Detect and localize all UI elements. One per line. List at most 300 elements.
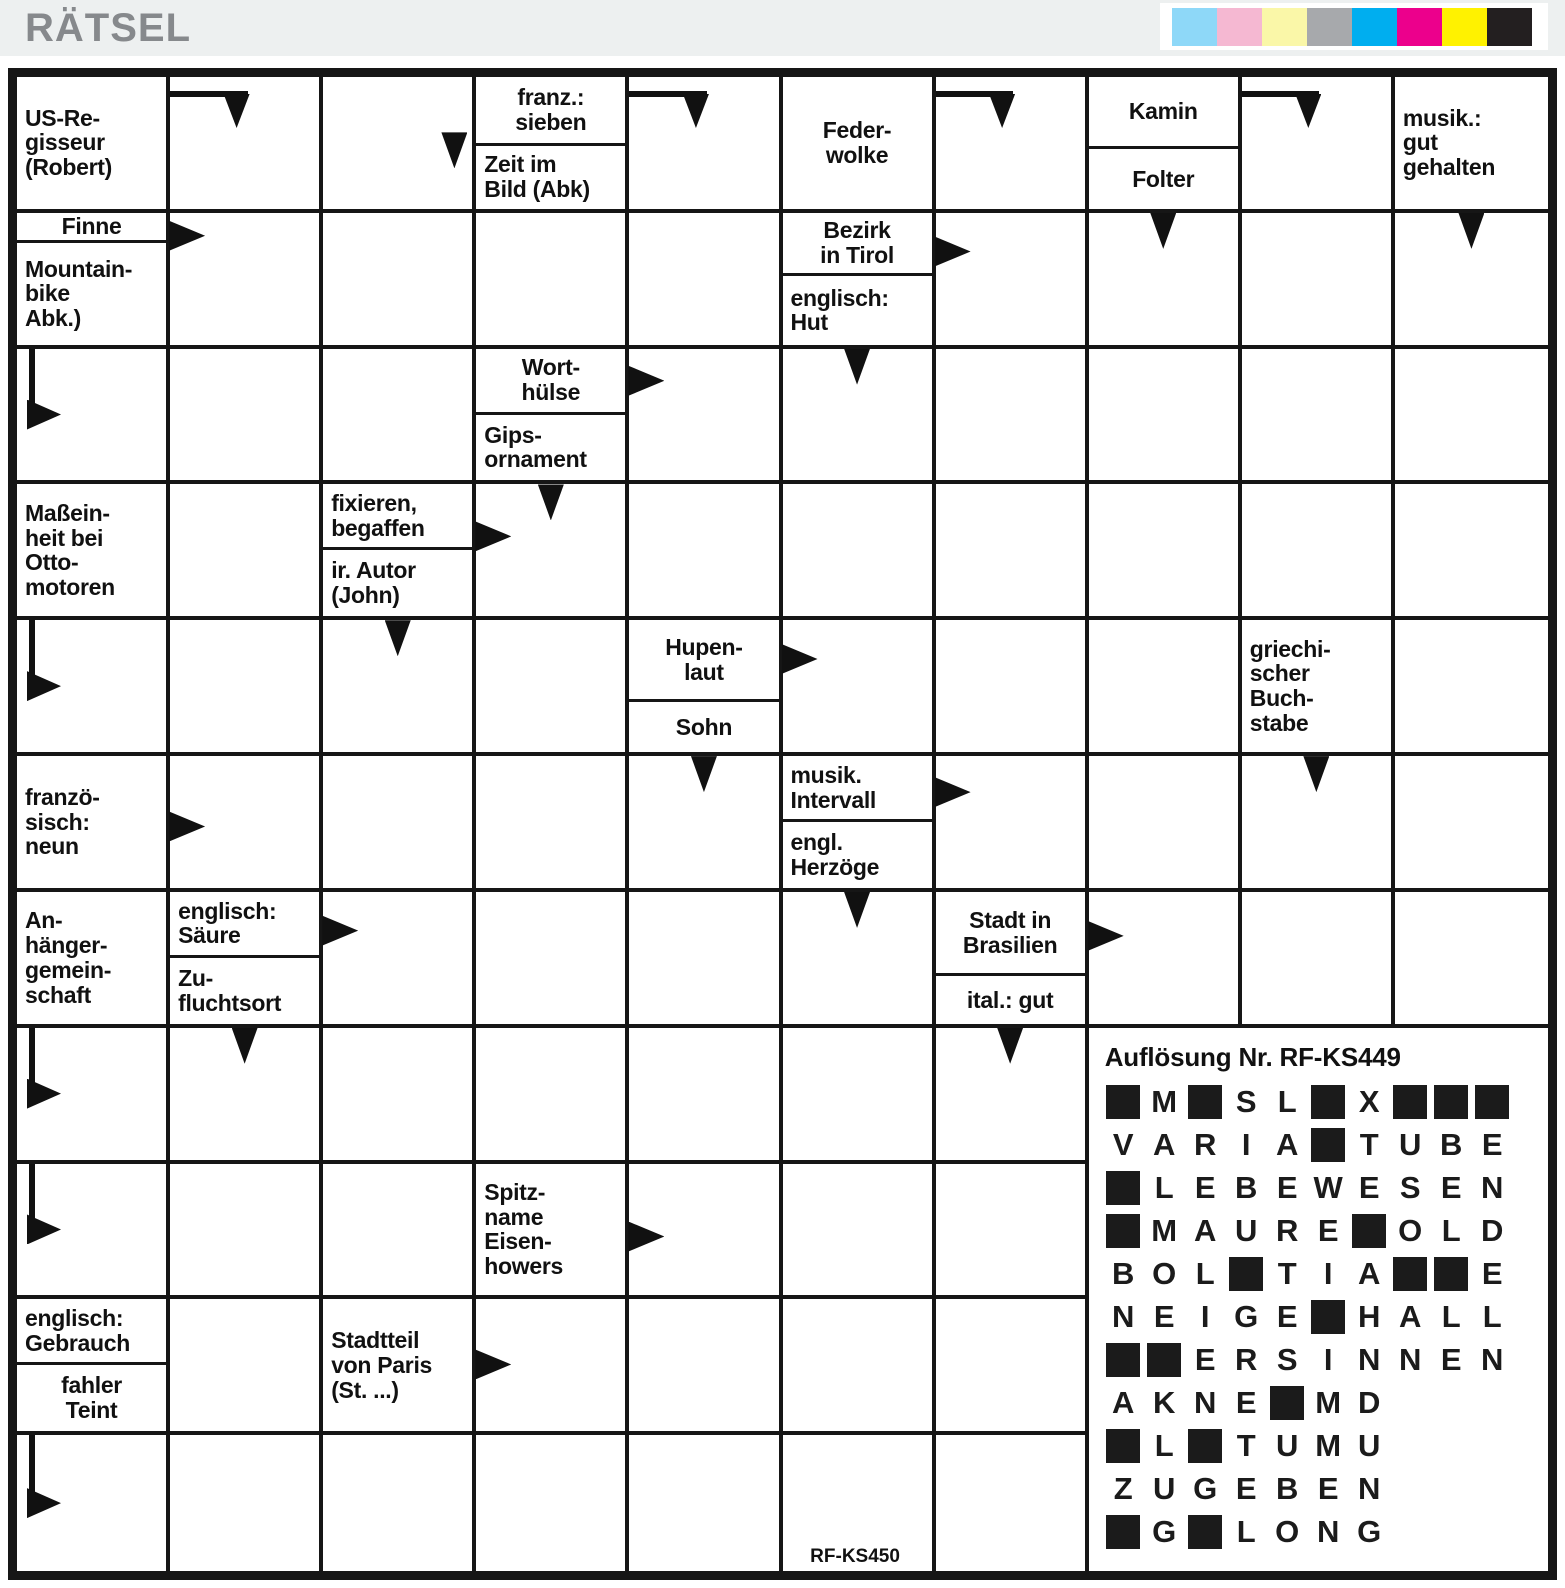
- solution-black-square: [1311, 1128, 1345, 1162]
- cell-r3-c2[interactable]: [170, 349, 323, 485]
- solution-cell: [1308, 1382, 1349, 1425]
- solution-row: [1103, 1468, 1548, 1511]
- solution-black-square: [1270, 1386, 1304, 1420]
- cell-r3-c9[interactable]: [1242, 349, 1395, 485]
- arrow-right-icon: [27, 1488, 61, 1518]
- solution-letter: V: [1112, 1127, 1134, 1163]
- solution-letter: N: [1357, 1471, 1381, 1507]
- solution-cell: [1349, 1081, 1390, 1124]
- solution-letter: L: [1482, 1299, 1502, 1335]
- arrow-right-icon: [782, 644, 818, 674]
- solution-black-square: [1188, 1515, 1222, 1549]
- solution-letter: L: [1277, 1084, 1297, 1120]
- solution-row: [1103, 1210, 1548, 1253]
- solution-cell: [1185, 1167, 1226, 1210]
- solution-cell: [1431, 1081, 1472, 1124]
- clue-text: englisch: Hut: [790, 284, 889, 336]
- cell-r2-c6: [783, 213, 936, 349]
- clue-text: ir. Autor (John): [331, 557, 416, 609]
- clue-text: Folter: [1132, 165, 1195, 192]
- cell-r11-c1[interactable]: [17, 1435, 170, 1571]
- color-swatch-3: [1262, 8, 1307, 46]
- arrow-down-icon: [989, 94, 1015, 128]
- clue-text: Kamin: [1089, 77, 1238, 149]
- cell-r4-c4[interactable]: [476, 484, 629, 620]
- cell-r7-c4[interactable]: [476, 892, 629, 1028]
- clue-text: fixieren, begaffen: [323, 484, 472, 550]
- cell-r9-c7[interactable]: [936, 1164, 1089, 1300]
- solution-cell: [1103, 1167, 1144, 1210]
- solution-black-square: [1434, 1085, 1468, 1119]
- solution-row: [1103, 1081, 1548, 1124]
- solution-cell: [1226, 1339, 1267, 1382]
- solution-letter: O: [1398, 1213, 1423, 1249]
- solution-title: Auflösung Nr. RF-KS449: [1104, 1041, 1401, 1072]
- solution-letter: S: [1276, 1342, 1298, 1378]
- solution-letter: I: [1200, 1299, 1210, 1335]
- solution-letter: E: [1481, 1127, 1503, 1163]
- cell-r4-c2[interactable]: [170, 484, 323, 620]
- cell-r4-c7[interactable]: [936, 484, 1089, 620]
- solution-cell: [1185, 1425, 1226, 1468]
- cell-r7-c6[interactable]: [783, 892, 936, 1028]
- clue-text: Stadt in Brasilien: [936, 892, 1085, 976]
- solution-row: [1103, 1167, 1548, 1210]
- cell-r9-c4: [476, 1164, 629, 1300]
- solution-letter: U: [1234, 1213, 1258, 1249]
- cell-r11-c7[interactable]: [936, 1435, 1089, 1571]
- solution-letter: R: [1193, 1127, 1217, 1163]
- solution-letter: M: [1151, 1213, 1178, 1249]
- cell-r4-c9[interactable]: [1242, 484, 1395, 620]
- solution-cell: [1267, 1081, 1308, 1124]
- solution-black-square: [1188, 1429, 1222, 1463]
- solution-black-square: [1229, 1257, 1263, 1291]
- solution-cell: [1431, 1296, 1472, 1339]
- solution-cell: [1472, 1210, 1513, 1253]
- solution-letter: N: [1316, 1514, 1340, 1550]
- solution-letter: I: [1323, 1342, 1333, 1378]
- arrow-down-icon: [232, 1028, 258, 1064]
- cell-r6-c2[interactable]: [170, 756, 323, 892]
- solution-letter: E: [1153, 1299, 1175, 1335]
- solution-cell: [1431, 1210, 1472, 1253]
- cell-r9-c1[interactable]: [17, 1164, 170, 1300]
- solution-letter: H: [1357, 1299, 1381, 1335]
- solution-row: [1103, 1425, 1548, 1468]
- cell-r10-c5[interactable]: [629, 1299, 782, 1435]
- cell-r9-c6[interactable]: [783, 1164, 936, 1300]
- cell-r4-c10[interactable]: [1395, 484, 1548, 620]
- cell-r3-c3[interactable]: [323, 349, 476, 485]
- solution-cell: [1308, 1339, 1349, 1382]
- cell-r1-c3[interactable]: [323, 77, 476, 213]
- solution-cell: [1226, 1253, 1267, 1296]
- solution-cell: [1226, 1468, 1267, 1511]
- solution-letter: E: [1194, 1170, 1216, 1206]
- solution-cell: [1144, 1425, 1185, 1468]
- solution-cell: [1144, 1339, 1185, 1382]
- solution-cell: [1267, 1425, 1308, 1468]
- solution-box: [1089, 1028, 1548, 1571]
- cell-r7-c5[interactable]: [629, 892, 782, 1028]
- solution-letter: S: [1399, 1170, 1421, 1206]
- solution-letter: N: [1357, 1342, 1381, 1378]
- cell-r10-c3: [323, 1299, 476, 1435]
- solution-black-square: [1106, 1214, 1140, 1248]
- solution-cell: [1267, 1167, 1308, 1210]
- solution-cell: [1390, 1081, 1431, 1124]
- solution-cell: [1390, 1296, 1431, 1339]
- arrow-right-icon: [27, 1079, 61, 1109]
- solution-cell: [1431, 1167, 1472, 1210]
- solution-letter: X: [1358, 1084, 1380, 1120]
- arrow-down-icon: [1295, 94, 1321, 128]
- cell-r3-c6[interactable]: [783, 349, 936, 485]
- cell-r11-c6[interactable]: [783, 1435, 936, 1571]
- solution-row: [1103, 1339, 1548, 1382]
- solution-cell: [1349, 1253, 1390, 1296]
- solution-black-square: [1393, 1257, 1427, 1291]
- solution-cell: [1226, 1081, 1267, 1124]
- clue-text: Bezirk in Tirol: [783, 213, 932, 276]
- cell-r8-c5[interactable]: [629, 1028, 782, 1164]
- solution-black-square: [1311, 1300, 1345, 1334]
- clue-text: Stadtteil von Paris (St. ...): [331, 1327, 433, 1403]
- cell-r7-c8[interactable]: [1089, 892, 1242, 1028]
- solution-cell: [1103, 1425, 1144, 1468]
- solution-cell: [1267, 1468, 1308, 1511]
- cell-r10-c7[interactable]: [936, 1299, 1089, 1435]
- cell-r2-c9[interactable]: [1242, 213, 1395, 349]
- cell-r9-c2[interactable]: [170, 1164, 323, 1300]
- cell-r7-c3[interactable]: [323, 892, 476, 1028]
- cell-r4-c8[interactable]: [1089, 484, 1242, 620]
- clue-text: Maßein- heit bei Otto- motoren: [25, 499, 115, 601]
- clue-text: griechi- scher Buch- stabe: [1249, 635, 1331, 736]
- solution-black-square: [1393, 1085, 1427, 1119]
- cell-r10-c1: [17, 1299, 170, 1435]
- solution-cell: [1308, 1210, 1349, 1253]
- solution-letter: N: [1480, 1170, 1504, 1206]
- solution-letter: L: [1236, 1514, 1256, 1550]
- solution-cell: [1431, 1339, 1472, 1382]
- solution-letter: E: [1276, 1299, 1298, 1335]
- solution-cell: [1472, 1253, 1513, 1296]
- clue-text: US-Re- gisseur (Robert): [25, 104, 113, 181]
- solution-cell: [1103, 1339, 1144, 1382]
- arrow-right-icon: [169, 811, 205, 841]
- cell-r6-c7[interactable]: [936, 756, 1089, 892]
- solution-black-square: [1311, 1085, 1345, 1119]
- solution-cell: [1144, 1296, 1185, 1339]
- solution-cell: [1308, 1296, 1349, 1339]
- solution-cell: [1267, 1511, 1308, 1554]
- solution-letter: E: [1235, 1385, 1257, 1421]
- clue-text: Hupen- laut: [629, 620, 778, 702]
- cell-r5-c5: [629, 620, 782, 756]
- cell-r5-c2[interactable]: [170, 620, 323, 756]
- arrow-down-icon: [385, 620, 411, 656]
- solution-cell: [1472, 1124, 1513, 1167]
- cell-r6-c9[interactable]: [1242, 756, 1395, 892]
- cell-r1-c7[interactable]: [936, 77, 1089, 213]
- cell-r4-c5[interactable]: [629, 484, 782, 620]
- cell-r2-c5[interactable]: [629, 213, 782, 349]
- arrow-down-icon: [997, 1028, 1023, 1064]
- arrow-down-icon: [844, 892, 870, 928]
- solution-black-square: [1188, 1085, 1222, 1119]
- solution-letter: N: [1193, 1385, 1217, 1421]
- cell-r3-c1[interactable]: [17, 349, 170, 485]
- cell-r3-c10[interactable]: [1395, 349, 1548, 485]
- cell-r8-c6[interactable]: [783, 1028, 936, 1164]
- cell-r3-c7[interactable]: [936, 349, 1089, 485]
- solution-letter: O: [1275, 1514, 1300, 1550]
- cell-r6-c6: [783, 756, 936, 892]
- solution-cell: [1390, 1167, 1431, 1210]
- cell-r2-c4[interactable]: [476, 213, 629, 349]
- cell-r2-c10[interactable]: [1395, 213, 1548, 349]
- cell-r1-c4: [476, 77, 629, 213]
- cell-r7-c9[interactable]: [1242, 892, 1395, 1028]
- cell-r6-c3[interactable]: [323, 756, 476, 892]
- solution-cell: [1472, 1081, 1513, 1124]
- solution-cell: [1267, 1124, 1308, 1167]
- solution-black-square: [1475, 1085, 1509, 1119]
- solution-letter: E: [1276, 1170, 1298, 1206]
- arrow-right-icon: [27, 400, 61, 430]
- solution-cell: [1472, 1339, 1513, 1382]
- arrow-right-icon: [475, 521, 511, 551]
- solution-letter: R: [1275, 1213, 1299, 1249]
- solution-cell: [1349, 1468, 1390, 1511]
- solution-letter: G: [1152, 1514, 1177, 1550]
- solution-letter: B: [1234, 1170, 1258, 1206]
- solution-cell: [1226, 1210, 1267, 1253]
- cell-r3-c5[interactable]: [629, 349, 782, 485]
- cell-r11-c4[interactable]: [476, 1435, 629, 1571]
- cell-r3-c8[interactable]: [1089, 349, 1242, 485]
- solution-letter: E: [1235, 1471, 1257, 1507]
- solution-cell: [1349, 1124, 1390, 1167]
- solution-cell: [1144, 1253, 1185, 1296]
- arrow-down-icon: [538, 484, 564, 520]
- solution-row: [1103, 1511, 1548, 1554]
- cell-r5-c4[interactable]: [476, 620, 629, 756]
- solution-cell: [1185, 1511, 1226, 1554]
- cell-r9-c5[interactable]: [629, 1164, 782, 1300]
- arrow-down-icon: [441, 132, 467, 168]
- clue-text: musik. Intervall: [783, 756, 932, 822]
- arrow-right-icon: [27, 1214, 61, 1244]
- cell-r5-c1[interactable]: [17, 620, 170, 756]
- cell-r6-c5[interactable]: [629, 756, 782, 892]
- clue-text: Sohn: [675, 713, 733, 740]
- cell-r10-c2[interactable]: [170, 1299, 323, 1435]
- solution-black-square: [1106, 1171, 1140, 1205]
- clue-text: Mountain- bike Abk.): [25, 255, 133, 332]
- solution-letter: T: [1277, 1256, 1297, 1292]
- solution-letter: A: [1275, 1127, 1299, 1163]
- solution-letter: G: [1234, 1299, 1259, 1335]
- solution-cell: [1472, 1296, 1513, 1339]
- clue-text: An- hänger- gemein- schaft: [25, 907, 112, 1008]
- solution-cell: [1390, 1339, 1431, 1382]
- solution-cell: [1472, 1167, 1513, 1210]
- solution-black-square: [1434, 1257, 1468, 1291]
- solution-cell: [1226, 1511, 1267, 1554]
- arrow-right-icon: [169, 221, 205, 251]
- solution-letter: U: [1275, 1428, 1299, 1464]
- cell-r4-c6[interactable]: [783, 484, 936, 620]
- cell-r2-c3[interactable]: [323, 213, 476, 349]
- solution-cell: [1103, 1296, 1144, 1339]
- color-swatch-2: [1217, 8, 1262, 46]
- arrow-down-icon: [224, 94, 250, 128]
- cell-r1-c2[interactable]: [170, 77, 323, 213]
- solution-letter: N: [1111, 1299, 1135, 1335]
- cell-r5-c10[interactable]: [1395, 620, 1548, 756]
- solution-cell: [1103, 1468, 1144, 1511]
- cell-r5-c3[interactable]: [323, 620, 476, 756]
- cell-r6-c10[interactable]: [1395, 756, 1548, 892]
- solution-cell: [1431, 1253, 1472, 1296]
- arrow-right-icon: [628, 1222, 664, 1252]
- solution-cell: [1103, 1081, 1144, 1124]
- cell-r9-c3[interactable]: [323, 1164, 476, 1300]
- solution-letter: L: [1154, 1428, 1174, 1464]
- cell-r4-c1: [17, 484, 170, 620]
- arrow-down-icon: [844, 349, 870, 385]
- arrow-right-icon: [1088, 921, 1124, 951]
- solution-cell: [1349, 1382, 1390, 1425]
- crossword-grid: [8, 68, 1557, 1580]
- clue-text: Gips- ornament: [484, 421, 587, 473]
- cell-r8-c1[interactable]: [17, 1028, 170, 1164]
- solution-letter: M: [1315, 1385, 1342, 1421]
- color-swatch-4: [1307, 8, 1352, 46]
- solution-letter: I: [1241, 1127, 1251, 1163]
- cell-r10-c6[interactable]: [783, 1299, 936, 1435]
- solution-cell: [1308, 1253, 1349, 1296]
- cell-r2-c8[interactable]: [1089, 213, 1242, 349]
- solution-cell: [1349, 1425, 1390, 1468]
- arrow-right-icon: [935, 237, 971, 267]
- cell-r7-c2: [170, 892, 323, 1028]
- solution-letter: U: [1398, 1127, 1422, 1163]
- solution-row: [1103, 1382, 1548, 1425]
- solution-letter: O: [1152, 1256, 1177, 1292]
- solution-letter: B: [1439, 1127, 1463, 1163]
- clue-text: Feder- wolke: [822, 117, 892, 168]
- cell-r1-c1: [17, 77, 170, 213]
- puzzle-code: RF-KS450: [810, 1545, 900, 1567]
- solution-letter: K: [1152, 1385, 1176, 1421]
- clue-text: fahler Teint: [61, 1372, 122, 1424]
- solution-cell: [1185, 1382, 1226, 1425]
- cell-r1-c5[interactable]: [629, 77, 782, 213]
- solution-row: [1103, 1253, 1548, 1296]
- clue-text: franz.: sieben: [476, 77, 625, 146]
- cell-r7-c10[interactable]: [1395, 892, 1548, 1028]
- cell-r5-c7[interactable]: [936, 620, 1089, 756]
- cell-r8-c3[interactable]: [323, 1028, 476, 1164]
- solution-letter: N: [1398, 1342, 1422, 1378]
- clue-text: Finne: [17, 213, 166, 243]
- cell-r11-c5[interactable]: [629, 1435, 782, 1571]
- solution-letter: G: [1193, 1471, 1218, 1507]
- solution-cell: [1185, 1210, 1226, 1253]
- cell-r8-c2[interactable]: [170, 1028, 323, 1164]
- arrow-right-icon: [27, 671, 61, 701]
- solution-cell: [1308, 1511, 1349, 1554]
- solution-letter: M: [1151, 1084, 1178, 1120]
- clue-text: franzö- sisch: neun: [25, 783, 100, 860]
- clue-text: englisch: Gebrauch: [17, 1299, 166, 1365]
- cell-r10-c4[interactable]: [476, 1299, 629, 1435]
- cell-r8-c4[interactable]: [476, 1028, 629, 1164]
- solution-letter: R: [1234, 1342, 1258, 1378]
- masthead: [0, 0, 1565, 56]
- solution-cell: [1144, 1081, 1185, 1124]
- cell-r6-c1: [17, 756, 170, 892]
- solution-cell: [1185, 1296, 1226, 1339]
- cell-r2-c7[interactable]: [936, 213, 1089, 349]
- color-swatch-8: [1487, 8, 1532, 46]
- arrow-down-icon: [1150, 213, 1176, 249]
- solution-cell: [1226, 1124, 1267, 1167]
- cell-r5-c8[interactable]: [1089, 620, 1242, 756]
- solution-cell: [1390, 1124, 1431, 1167]
- solution-cell: [1226, 1425, 1267, 1468]
- clue-text: ital.: gut: [966, 986, 1054, 1013]
- solution-letter: S: [1235, 1084, 1257, 1120]
- arrow-down-icon: [1458, 213, 1484, 249]
- cell-r11-c2[interactable]: [170, 1435, 323, 1571]
- arrow-right-icon: [322, 916, 358, 946]
- solution-cell: [1308, 1081, 1349, 1124]
- solution-letter: D: [1357, 1385, 1381, 1421]
- solution-cell: [1349, 1167, 1390, 1210]
- cell-r5-c6[interactable]: [783, 620, 936, 756]
- cell-r1-c10: [1395, 77, 1548, 213]
- solution-cell: [1349, 1210, 1390, 1253]
- clue-text: Zu- fluchtsort: [178, 964, 282, 1016]
- solution-letter: E: [1440, 1342, 1462, 1378]
- cell-r8-c7[interactable]: [936, 1028, 1089, 1164]
- solution-letter: N: [1480, 1342, 1504, 1378]
- color-swatch-6: [1397, 8, 1442, 46]
- solution-cell: [1103, 1210, 1144, 1253]
- solution-letter: U: [1152, 1471, 1176, 1507]
- cell-r6-c4[interactable]: [476, 756, 629, 892]
- solution-letter: E: [1481, 1256, 1503, 1292]
- color-swatch-7: [1442, 8, 1487, 46]
- cell-r2-c2[interactable]: [170, 213, 323, 349]
- cell-r11-c3[interactable]: [323, 1435, 476, 1571]
- cell-r1-c9[interactable]: [1242, 77, 1395, 213]
- solution-letter: E: [1194, 1342, 1216, 1378]
- cell-r1-c8: [1089, 77, 1242, 213]
- clue-text: Wort- hülse: [476, 349, 625, 415]
- solution-letter: A: [1111, 1385, 1135, 1421]
- solution-letter: B: [1275, 1471, 1299, 1507]
- solution-letter: L: [1441, 1213, 1461, 1249]
- cell-r6-c8[interactable]: [1089, 756, 1242, 892]
- clue-text: engl. Herzöge: [790, 829, 880, 880]
- solution-cell: [1103, 1382, 1144, 1425]
